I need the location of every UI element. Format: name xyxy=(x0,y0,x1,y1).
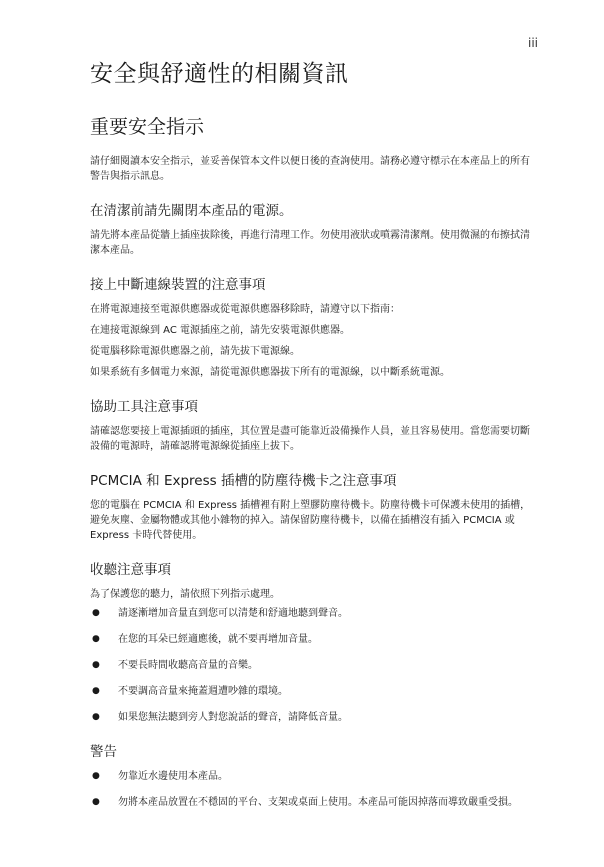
section-paragraph: 請先將本產品從牆上插座拔除後，再進行清理工作。勿使用液狀或噴霧清潔劑。使用微濕的布擦拭清潔本產品。 xyxy=(90,230,530,256)
main-heading: 重要安全指示 xyxy=(90,116,205,138)
dummy-card-section xyxy=(90,472,536,543)
warning-list xyxy=(90,769,536,810)
section-paragraph: 在連接電源線到 AC 電源插座之前，請先安裝電源供應器。 xyxy=(90,325,351,336)
warning-section xyxy=(90,743,536,810)
list-item: ● 如果您無法聽到旁人對您說話的聲音，請降低音量。 xyxy=(90,710,536,725)
section-heading: 在清潔前請先關閉本產品的電源。 xyxy=(90,203,293,219)
section-paragraph: 從電腦移除電源供應器之前，請先拔下電源線。 xyxy=(90,346,300,357)
section-heading: PCMCIA 和 Express 插槽的防塵待機卡之注意事項 xyxy=(90,473,397,489)
section-paragraph: 在將電源連接至電源供應器或從電源供應器移除時，請遵守以下指南： xyxy=(90,304,400,315)
section-paragraph: 您的電腦在 PCMCIA 和 Express 插槽裡有附上塑膠防塵待機卡。防塵待機卡可保護未使用的插槽，避免灰塵、金屬物體或其他小雜物的掉入。請保留防塵待機卡，以備在插槽沒有插入 PCMCIA 或 Express 卡時代替使用。 xyxy=(90,500,531,541)
cleaning-section xyxy=(90,202,536,258)
list-item: ● 不要調高音量來掩蓋週遭吵雜的環境。 xyxy=(90,684,536,699)
section-paragraph: 為了保護您的聽力，請依照下列指示處理。 xyxy=(90,589,280,600)
document-body xyxy=(90,58,536,828)
section-heading: 協助工具注意事項 xyxy=(90,399,198,415)
section-heading: 警告 xyxy=(90,744,117,760)
list-item: ● 勿靠近水邊使用本產品。 xyxy=(90,769,536,784)
section-heading: 接上中斷連線裝置的注意事項 xyxy=(90,277,266,293)
page-title: 安全與舒適性的相關資訊 xyxy=(90,61,349,87)
section-paragraph: 請確認您要接上電源插頭的插座，其位置是盡可能靠近設備操作人員，並且容易使用。當您需要切斷設備的電源時，請確認將電源線從插座上拔下。 xyxy=(90,426,530,452)
list-item: ● 請逐漸增加音量直到您可以清楚和舒適地聽到聲音。 xyxy=(90,606,536,621)
section-heading: 收聽注意事項 xyxy=(90,562,171,578)
list-item: ● 不要長時間收聽高音量的音樂。 xyxy=(90,658,536,673)
section-paragraph: 如果系統有多個電力來源，請從電源供應器拔下所有的電源線，以中斷系統電源。 xyxy=(90,367,450,378)
accessibility-section xyxy=(90,398,536,454)
list-item: ● 勿將本產品放置在不穩固的平台、支架或桌面上使用。本產品可能因掉落而導致嚴重受損。 xyxy=(90,795,536,810)
listening-list xyxy=(90,606,536,725)
intro-paragraph: 請仔細閱讀本安全指示，並妥善保管本文件以便日後的查詢使用。請務必遵守標示在本產品上的所有警告與指示訊息。 xyxy=(90,156,530,182)
list-item: ● 在您的耳朵已經適應後，就不要再增加音量。 xyxy=(90,632,536,647)
page-number: iii xyxy=(527,36,538,50)
disconnect-section xyxy=(90,276,536,380)
listening-section xyxy=(90,561,536,725)
intro-section xyxy=(90,154,536,184)
